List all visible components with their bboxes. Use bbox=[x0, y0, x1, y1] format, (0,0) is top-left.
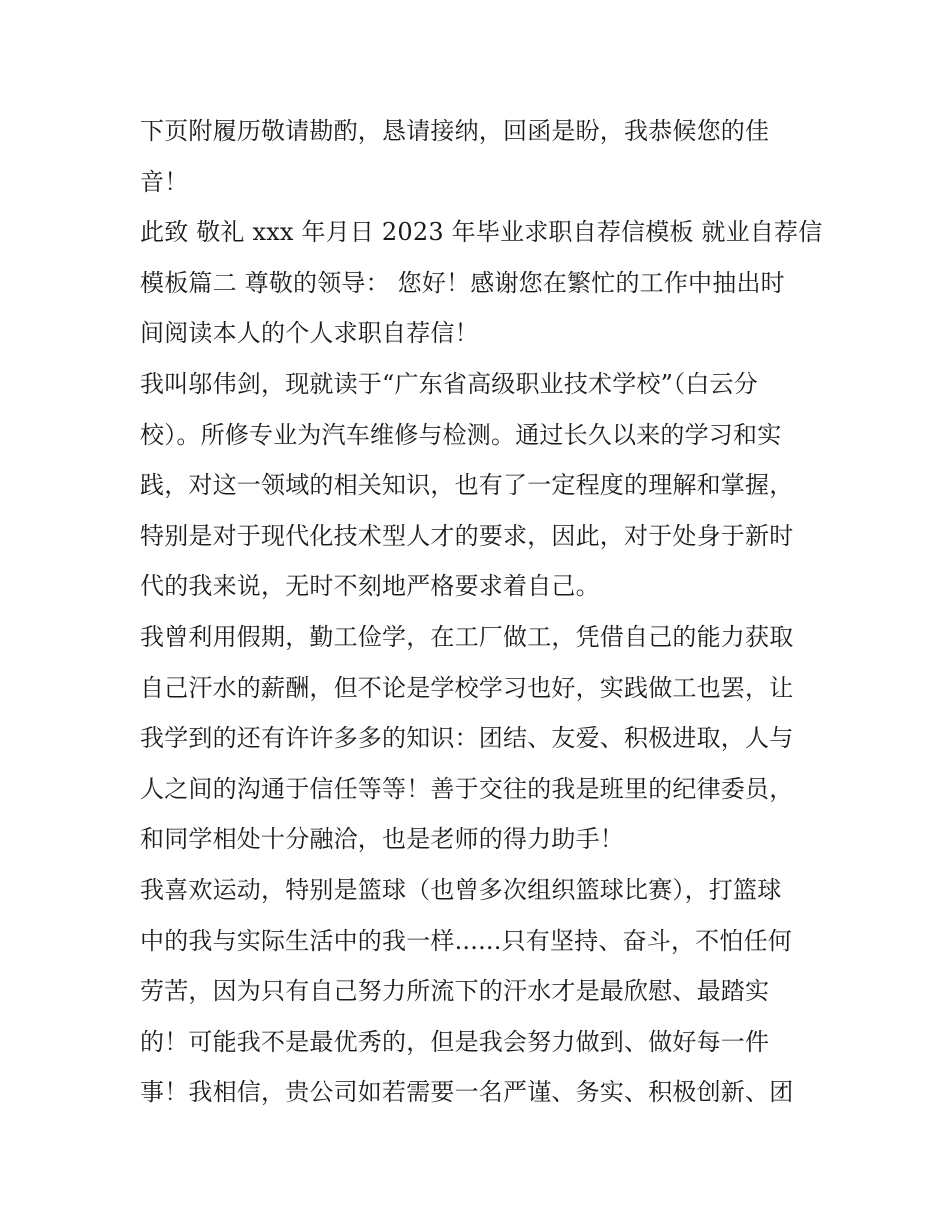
text-line: 音！ bbox=[140, 167, 189, 196]
text-line: 人之间的沟通于信任等等！善于交往的我是班里的纪律委员， bbox=[140, 774, 794, 803]
text-line: 我学到的还有许许多多的知识：团结、友爱、积极进取，人与 bbox=[140, 724, 794, 753]
text-line: 事！我相信，贵公司如若需要一名严谨、务实、积极创新、团 bbox=[140, 1078, 794, 1107]
text-line: 自己汗水的薪酬，但不论是学校学习也好，实践做工也罢，让 bbox=[140, 673, 794, 702]
text-line: 践，对这一领域的相关知识，也有了一定程度的理解和掌握， bbox=[140, 471, 794, 500]
text-line: 间阅读本人的个人求职自荐信！ bbox=[140, 319, 479, 348]
text-line: 校）。所修专业为汽车维修与检测。通过长久以来的学习和实 bbox=[140, 420, 782, 449]
text-line: 此致 敬礼 xxx 年月日 2023 年毕业求职自荐信模板 就业自荐信 bbox=[140, 218, 823, 247]
text-line: 代的我来说，无时不刻地严格要求着自己。 bbox=[140, 572, 600, 601]
text-line: 下页附履历敬请勘酌，恳请接纳，回函是盼，我恭候您的佳 bbox=[140, 117, 770, 145]
text-line: 我曾利用假期，勤工俭学，在工厂做工，凭借自己的能力获取 bbox=[140, 622, 794, 651]
text-line: 特别是对于现代化技术型人才的要求，因此，对于处身于新时 bbox=[140, 521, 794, 550]
text-line: 和同学相处十分融洽，也是老师的得力助手！ bbox=[140, 825, 624, 854]
text-line: 我叫邬伟剑，现就读于“广东省高级职业技术学校”（白云分 bbox=[140, 369, 758, 398]
document-body bbox=[140, 106, 823, 1118]
text-line: 我喜欢运动，特别是篮球（也曾多次组织篮球比赛），打篮球 bbox=[140, 875, 782, 904]
text-line: 劳苦，因为只有自己努力所流下的汗水才是最欣慰、最踏实 bbox=[140, 977, 770, 1006]
text-line: 的！可能我不是最优秀的，但是我会努力做到、做好每一件 bbox=[140, 1027, 770, 1056]
text-line: 模板篇二 尊敬的领导： 您好！感谢您在繁忙的工作中抽出时 bbox=[140, 268, 785, 297]
text-line: 中的我与实际生活中的我一样......只有坚持、奋斗，不怕任何 bbox=[140, 926, 792, 955]
